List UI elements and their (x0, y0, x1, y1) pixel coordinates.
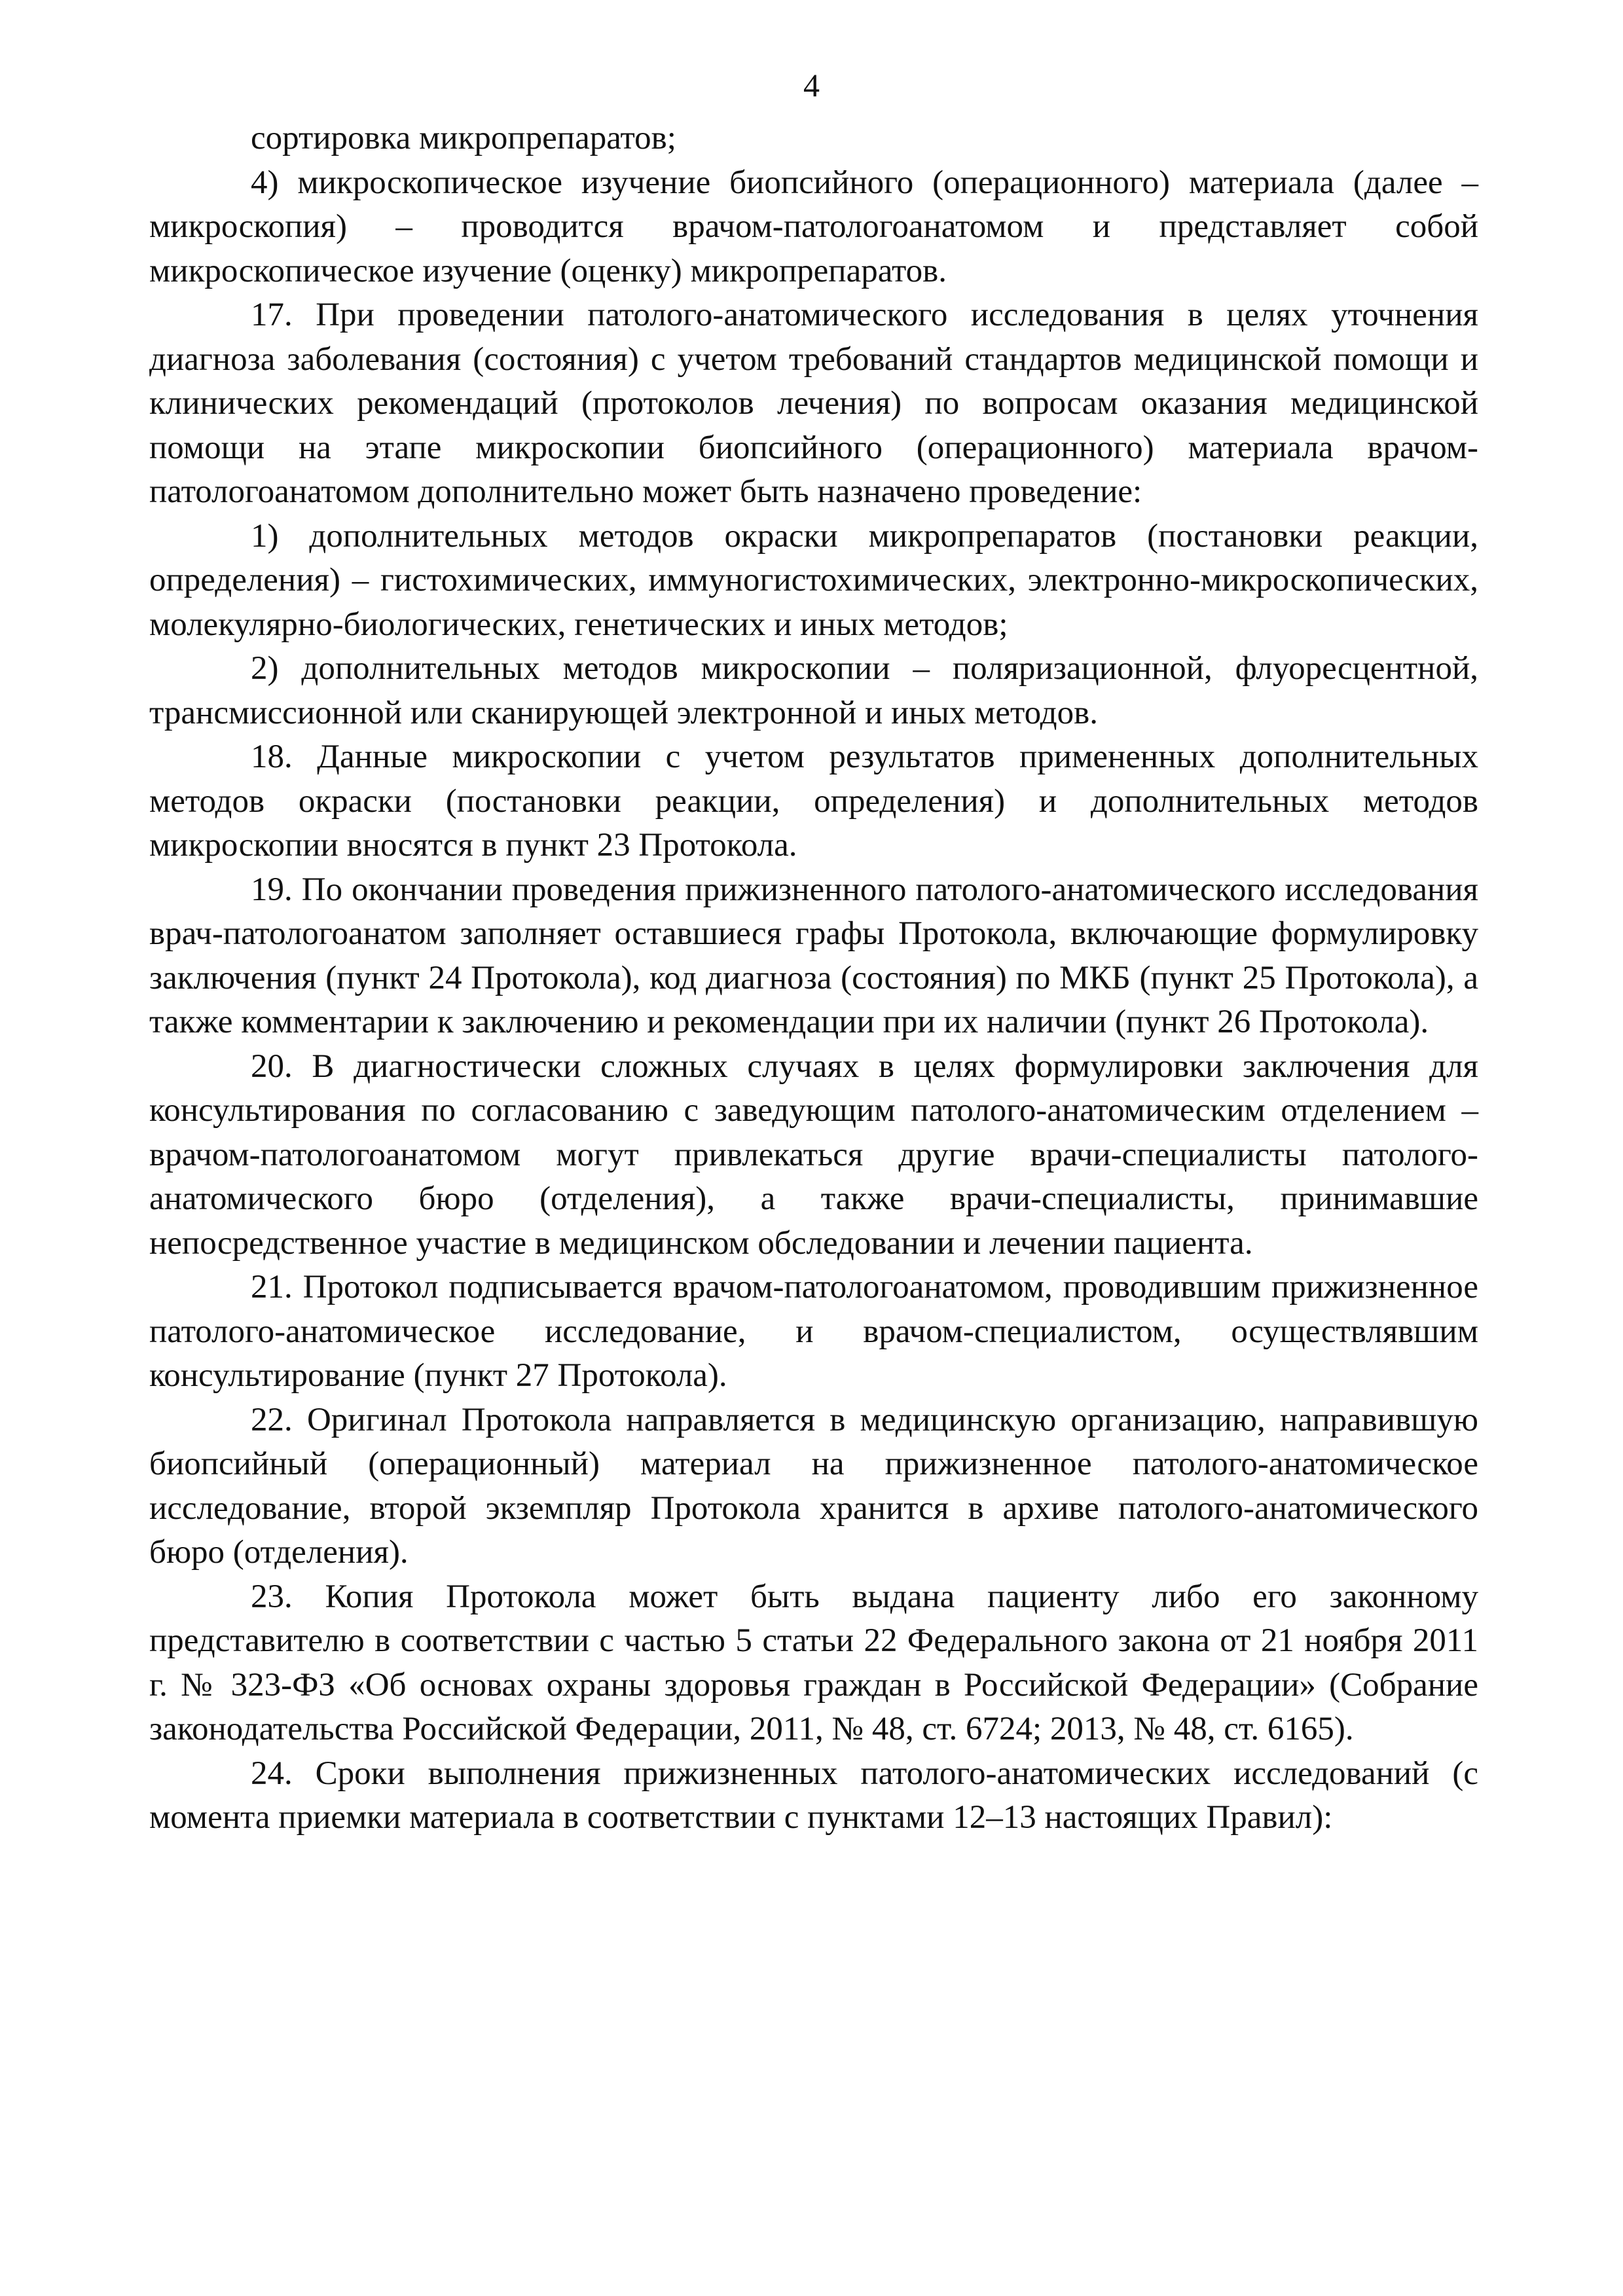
paragraph-22: 22. Оригинал Протокола направляется в медицинскую организацию, направившую биопсийный (операционный) материал на прижизненное патолого-анатомическое исследование, второй экземпляр Протокола хранится в архиве патолого-анатомического бюро (отделения). (149, 1401, 1478, 1571)
paragraph-item-4-microscopy: 4) микроскопическое изучение биопсийного (операционного) материала (далее – микроскопия) – проводится врачом-патологоанатомом и представляет собой микроскопическое изучение (оценку) микропрепаратов. (149, 164, 1478, 289)
paragraph-20: 20. В диагностически сложных случаях в целях формулировки заключения для консультирования по согласованию с заведующим патолого-анатомическим отделением – врачом-патологоанатомом могут привлекаться другие врачи-специалисты патолого-анатомического бюро (отделения), а также врачи-специалисты, принимавшие непосредственное участие в медицинском обследовании и лечении пациента. (149, 1048, 1478, 1262)
paragraph-17-item-2: 2) дополнительных методов микроскопии – поляризационной, флуоресцентной, трансмиссионной или сканирующей электронной и иных методов. (149, 650, 1478, 731)
page-number: 4 (803, 67, 820, 103)
paragraph-19: 19. По окончании проведения прижизненного патолого-анатомического исследования врач-патологоанатом заполняет оставшиеся графы Протокола, включающие формулировку заключения (пункт 24 Протокола), код диагноза (состояния) по МКБ (пункт 25 Протокола), а также комментарии к заключению и рекомендации при их наличии (пункт 26 Протокола). (149, 871, 1478, 1040)
paragraph-17: 17. При проведении патолого-анатомического исследования в целях уточнения диагноза заболевания (состояния) с учетом требований стандартов медицинской помощи и клинических рекомендаций (протоколов лечения) по вопросам оказания медицинской помощи на этапе микроскопии биопсийного (операционного) материала врачом-патологоанатомом дополнительно может быть назначено проведение: (149, 297, 1478, 510)
paragraph-18: 18. Данные микроскопии с учетом результатов примененных дополнительных методов окраски (постановки реакции, определения) и дополнительных методов микроскопии вносятся в пункт 23 Протокола. (149, 738, 1478, 864)
document-body (149, 117, 1478, 1840)
paragraph-24: 24. Сроки выполнения прижизненных патолого-анатомических исследований (с момента приемки материала в соответствии с пунктами 12–13 настоящих Правил): (149, 1755, 1478, 1836)
paragraph-23: 23. Копия Протокола может быть выдана пациенту либо его законному представителю в соответствии с частью 5 статьи 22 Федерального закона от 21 ноября 2011 г. № 323-ФЗ «Об основах охраны здоровья граждан в Российской Федерации» (Собрание законодательства Российской Федерации, 2011, № 48, ст. 6724; 2013, № 48, ст. 6165). (149, 1578, 1478, 1747)
paragraph-sorting-continuation: сортировка микропрепаратов; (251, 120, 676, 156)
paragraph-17-item-1: 1) дополнительных методов окраски микропрепаратов (постановки реакции, определения) – гистохимических, иммуногистохимических, электронно-микроскопических, молекулярно-биологических, генетических и иных методов; (149, 517, 1478, 643)
paragraph-21: 21. Протокол подписывается врачом-патологоанатомом, проводившим прижизненное патолого-анатомическое исследование, и врачом-специалистом, осуществлявшим консультирование (пункт 27 Протокола). (149, 1269, 1478, 1394)
